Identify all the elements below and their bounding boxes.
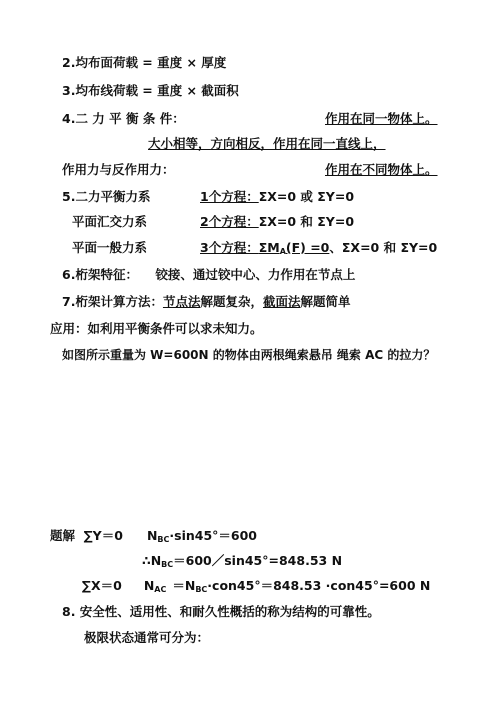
eq-three [200,240,437,260]
line-linear-load: 3.均布线荷载 = 重度 × 截面积 [62,83,239,98]
solution-sum-x: ∑X＝0 [82,578,122,593]
line-application: 应用：如利用平衡条件可以求未知力。 [50,321,263,336]
eq-two-formula: ΣX=0 和 ΣY=0 [258,214,355,229]
line-surface-load: 2.均布面荷载 = 重度 × 厚度 [62,55,227,70]
joint-method-note: 解题复杂， [200,294,263,309]
line-equal-opposite: 大小相等，方向相反，作用在同一直线上， [148,136,386,151]
eq-three-moment: $\Sigma M_A(F) =0$ [258,240,330,256]
eq-three-rest: 、ΣX=0 和 ΣY=0 [329,240,438,255]
eq-one [200,189,354,205]
line-action-reaction: 作用力与反作用力： [62,162,175,177]
solution-sum-y: 题解 ∑Y＝0 [50,528,123,543]
line-same-body: 作用在同一物体上。 [325,111,438,126]
line-limit-states: 极限状态通常可分为： [84,630,210,645]
line-reliability: 8. 安全性、适用性、和耐久性概括的称为结构的可靠性。 [62,604,380,619]
line-two-force-system: 5.二力平衡力系 [62,189,151,204]
line-two-force-condition: 4.二 力 平 衡 条 件： [62,111,185,126]
eq-two [200,214,354,230]
eq-one-label: 1个方程： [200,189,259,204]
section-method: 截面法 [262,294,301,309]
line-problem: 如图所示重量为 W=600N 的物体由两根绳索悬吊 绳索 AC 的拉力？ [62,348,436,362]
line-general-system: 平面一般力系 [72,240,148,255]
truss-methods-label: 7.桁架计算方法： [62,294,163,309]
solution-line-2: $\therefore N_{BC}=600/\sin 45^\circ=848.53$ N [142,553,343,569]
eq-one-formula: ΣX=0 或 ΣY=0 [258,189,355,204]
line-truss-features: 6.桁架特征： 铰接、通过铰中心、力作用在节点上 [62,267,356,282]
eq-two-label: 2个方程： [200,214,259,229]
joint-method: 节点法 [162,294,201,309]
section-method-note: 解题简单 [300,294,351,309]
line-truss-methods [62,294,351,310]
solution-line-3: ∑X＝0 $N_{AC} =N_{BC}\cdot con45^\circ=848.53 \cdot con45^\circ=600$ N [82,578,431,594]
line-concurrent-system: 平面汇交力系 [72,214,148,229]
eq-three-label: 3个方程： [200,240,259,255]
solution-line-1: 题解 ∑Y＝0 $N_{BC}\cdot\sin 45^\circ=600$ [50,528,257,544]
line-different-bodies: 作用在不同物体上。 [325,162,438,177]
